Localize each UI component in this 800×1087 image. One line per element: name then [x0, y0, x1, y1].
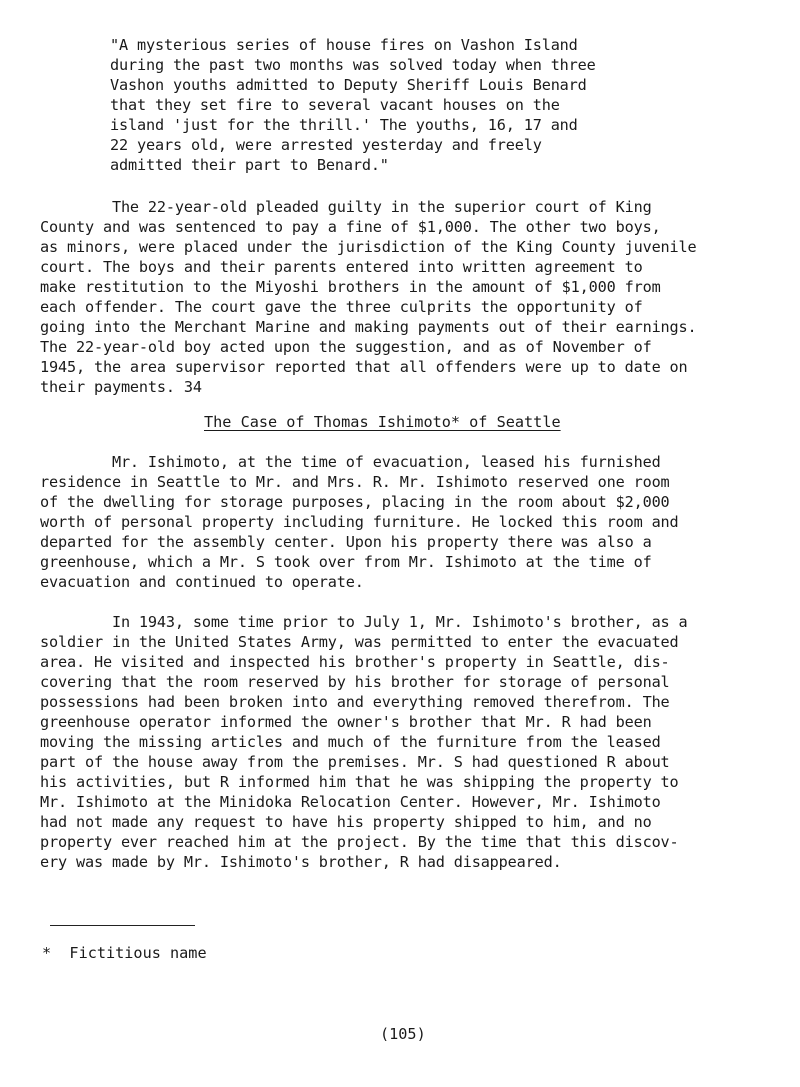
- quote-line: during the past two months was solved today when three: [110, 56, 596, 74]
- quote-line: that they set fire to several vacant houses on the: [110, 96, 560, 114]
- paragraph-line: The 22-year-old pleaded guilty in the superior court of King: [40, 198, 652, 216]
- paragraph-line: residence in Seattle to Mr. and Mrs. R. Mr. Ishimoto reserved one room: [40, 473, 670, 491]
- page-number: (105): [380, 1025, 426, 1043]
- paragraph-line: moving the missing articles and much of the furniture from the leased: [40, 733, 661, 751]
- paragraph-line: had not made any request to have his property shipped to him, and no: [40, 813, 652, 831]
- paragraph-line: as minors, were placed under the jurisdiction of the King County juvenile: [40, 238, 697, 256]
- paragraph-line: greenhouse operator informed the owner's brother that Mr. R had been: [40, 713, 652, 731]
- paragraph-line: departed for the assembly center. Upon his property there was also a: [40, 533, 652, 551]
- paragraph-line: part of the house away from the premises. Mr. S had questioned R about: [40, 753, 670, 771]
- paragraph-line: each offender. The court gave the three culprits the opportunity of: [40, 298, 643, 316]
- paragraph-line: In 1943, some time prior to July 1, Mr. Ishimoto's brother, as a: [40, 613, 688, 631]
- paragraph-line: their payments. 34: [40, 378, 202, 396]
- paragraph-line: possessions had been broken into and everything removed therefrom. The: [40, 693, 670, 711]
- paragraph-line: worth of personal property including furniture. He locked this room and: [40, 513, 679, 531]
- quote-line: "A mysterious series of house fires on Vashon Island: [110, 36, 578, 54]
- quote-line: Vashon youths admitted to Deputy Sheriff Louis Benard: [110, 76, 587, 94]
- footnote: * Fictitious name: [42, 944, 207, 962]
- paragraph-line: going into the Merchant Marine and making payments out of their earnings.: [40, 318, 697, 336]
- paragraph-line: Mr. Ishimoto, at the time of evacuation, leased his furnished: [40, 453, 661, 471]
- paragraph-line: area. He visited and inspected his brother's property in Seattle, dis-: [40, 653, 670, 671]
- paragraph-line: ery was made by Mr. Ishimoto's brother, R had disappeared.: [40, 853, 562, 871]
- paragraph-line: Mr. Ishimoto at the Minidoka Relocation Center. However, Mr. Ishimoto: [40, 793, 661, 811]
- paragraph-line: The 22-year-old boy acted upon the suggestion, and as of November of: [40, 338, 652, 356]
- section-heading: The Case of Thomas Ishimoto* of Seattle: [204, 413, 561, 431]
- quote-line: 22 years old, were arrested yesterday and freely: [110, 136, 542, 154]
- quote-line: island 'just for the thrill.' The youths, 16, 17 and: [110, 116, 578, 134]
- paragraph-line: of the dwelling for storage purposes, placing in the room about $2,000: [40, 493, 670, 511]
- footnote-divider: [50, 925, 195, 926]
- paragraph-line: property ever reached him at the project. By the time that this discov-: [40, 833, 679, 851]
- paragraph-line: covering that the room reserved by his brother for storage of personal: [40, 673, 670, 691]
- paragraph-line: soldier in the United States Army, was permitted to enter the evacuated: [40, 633, 679, 651]
- paragraph-line: make restitution to the Miyoshi brothers in the amount of $1,000 from: [40, 278, 661, 296]
- paragraph-line: County and was sentenced to pay a fine of $1,000. The other two boys,: [40, 218, 661, 236]
- paragraph-line: evacuation and continued to operate.: [40, 573, 364, 591]
- paragraph-line: 1945, the area supervisor reported that all offenders were up to date on: [40, 358, 688, 376]
- paragraph-line: his activities, but R informed him that he was shipping the property to: [40, 773, 679, 791]
- quote-line: admitted their part to Benard.": [110, 156, 389, 174]
- paragraph-line: greenhouse, which a Mr. S took over from Mr. Ishimoto at the time of: [40, 553, 652, 571]
- paragraph-line: court. The boys and their parents entered into written agreement to: [40, 258, 643, 276]
